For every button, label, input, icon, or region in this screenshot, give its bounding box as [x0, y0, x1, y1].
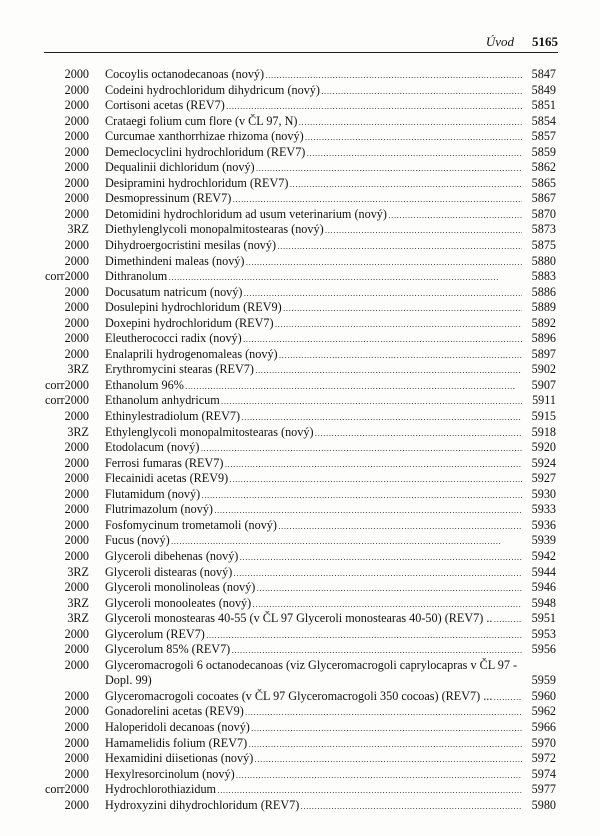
list-item: [0, 145, 600, 161]
entry-title: Ethanolum 96% . . .: [105, 378, 522, 395]
entry-code: 3RZ: [67, 222, 89, 237]
entry-code: 2000: [64, 191, 89, 206]
list-item: [0, 720, 600, 736]
list-item: [0, 518, 600, 534]
list-item: [0, 114, 600, 130]
entry-code: 2000: [64, 144, 89, 159]
entry-code: 2000: [64, 284, 89, 299]
entry-title: Demeclocyclini hydrochloridum (REV7) . . .: [105, 145, 522, 162]
entry-title: Hydrochlorothiazidum . . .: [105, 782, 522, 799]
list-item: [0, 627, 600, 643]
entry-page-number: 5907: [531, 377, 556, 392]
entry-code: 2000: [64, 486, 89, 501]
list-item: [0, 269, 600, 285]
entry-title: Curcumae xanthorrhizae rhizoma (nový) . . .: [105, 129, 522, 146]
entry-title: Hexylresorcinolum (nový) . . .: [105, 767, 522, 784]
entry-page-number: 5859: [531, 144, 556, 159]
entry-code: 2000: [64, 98, 89, 113]
entry-title: Diethylenglycoli monopalmitostearas (nový) . . .: [105, 222, 522, 239]
entry-page-number: 5974: [531, 766, 556, 781]
entry-page-number: 5918: [531, 424, 556, 439]
entry-title: Dosulepini hydrochloridum (REV9) . . .: [105, 300, 522, 317]
entry-code: 2000: [64, 580, 89, 595]
list-item: [0, 393, 600, 409]
list-item: [0, 565, 600, 581]
list-item: [0, 533, 600, 549]
list-item: [0, 347, 600, 363]
entry-code: 2000: [64, 129, 89, 144]
list-item: [0, 222, 600, 238]
entry-code: 2000: [64, 82, 89, 97]
entry-page-number: 5944: [531, 564, 556, 579]
entry-title: Enalaprili hydrogenomaleas (nový) . . .: [105, 347, 522, 364]
entry-page-number: 5902: [531, 362, 556, 377]
entry-page-number: 5933: [531, 502, 556, 517]
contents-list: [0, 67, 600, 813]
entry-code: corr2000: [45, 782, 89, 797]
entry-code: 2000: [64, 533, 89, 548]
entry-code: 2000: [64, 735, 89, 750]
entry-page-number: 5870: [531, 206, 556, 221]
entry-page-number: 5946: [531, 580, 556, 595]
entry-title: Glyceroli monooleates (nový) . . .: [105, 596, 522, 613]
entry-page-number: 5966: [531, 719, 556, 734]
entry-title: Dihydroergocristini mesilas (nový) . . .: [105, 238, 522, 255]
entry-title: Glyceromacrogoli cocoates (v ČL 97 Glyceromacrogoli 350 cocoas) (REV7) ... . . .: [105, 689, 522, 706]
entry-code: 2000: [64, 766, 89, 781]
list-item: [0, 689, 600, 705]
entry-code: 2000: [64, 331, 89, 346]
entry-page-number: 5911: [532, 393, 556, 408]
entry-page-number: 5897: [531, 346, 556, 361]
entry-page-number: 5939: [531, 533, 556, 548]
list-item: [0, 751, 600, 767]
list-item: [0, 409, 600, 425]
list-item: [0, 767, 600, 783]
entry-title: Dequalinii dichloridum (nový) . . .: [105, 160, 522, 177]
page-header: [44, 34, 558, 53]
entry-code: corr2000: [45, 269, 89, 284]
entry-code: 2000: [64, 175, 89, 190]
entry-code: 2000: [64, 657, 89, 672]
entry-title: Haloperidoli decanoas (nový) . . .: [105, 720, 522, 737]
list-item: [0, 425, 600, 441]
entry-title: Glyceromacrogoli 6 octanodecanoas (viz Glyceromacrogoli caprylocapras v ČL 97 - Dopl. 99): [105, 657, 518, 688]
entry-page-number: 5883: [531, 269, 556, 284]
list-item: [0, 440, 600, 456]
entry-title: Fucus (nový) . . .: [105, 533, 522, 550]
entry-page-number: 5962: [531, 704, 556, 719]
entry-code: 2000: [64, 517, 89, 532]
entry-code: 2000: [64, 688, 89, 703]
list-item: [0, 160, 600, 176]
entry-title: Glyceroli distearas (nový) . . .: [105, 565, 522, 582]
list-item: [0, 378, 600, 394]
entry-title: Glyceroli monostearas 40-55 (v ČL 97 Glyceroli monostearas 40-50) (REV7) .. . . .: [105, 611, 522, 628]
entry-page-number: 5930: [531, 486, 556, 501]
list-item: [0, 129, 600, 145]
entry-page-number: 5956: [531, 642, 556, 657]
entry-code: 2000: [64, 315, 89, 330]
entry-title: Gonadorelini acetas (REV9) . . .: [105, 704, 522, 721]
list-item: [0, 176, 600, 192]
entry-code: 3RZ: [67, 595, 89, 610]
entry-title: Ethanolum anhydricum . . .: [105, 393, 522, 410]
list-item: [0, 285, 600, 301]
entry-title: Ethinylestradiolum (REV7) . . .: [105, 409, 522, 426]
list-item: [0, 736, 600, 752]
list-item: [0, 580, 600, 596]
entry-title: Hexamidini diisetionas (nový) . . .: [105, 751, 522, 768]
entry-page-number: 5892: [531, 315, 556, 330]
entry-title: Etodolacum (nový) . . .: [105, 440, 522, 457]
list-item: [0, 67, 600, 83]
entry-code: 2000: [64, 704, 89, 719]
entry-code: 2000: [64, 300, 89, 315]
entry-code: 2000: [64, 471, 89, 486]
entry-title: Dithranolum . . .: [105, 269, 522, 286]
entry-page-number: 5867: [531, 191, 556, 206]
entry-code: 2000: [64, 440, 89, 455]
entry-title: Ferrosi fumaras (REV7) . . .: [105, 456, 522, 473]
entry-page-number: 5924: [531, 455, 556, 470]
entry-title: Erythromycini stearas (REV7) . . .: [105, 362, 522, 379]
entry-page-number: 5977: [531, 782, 556, 797]
list-item: [0, 611, 600, 627]
entry-code: 2000: [64, 751, 89, 766]
entry-code: 2000: [64, 626, 89, 641]
entry-page-number: 5865: [531, 175, 556, 190]
list-item: [0, 331, 600, 347]
list-item: [0, 362, 600, 378]
list-item: [0, 98, 600, 114]
entry-page-number: 5889: [531, 300, 556, 315]
entry-title: Crataegi folium cum flore (v ČL 97, N) . . .: [105, 114, 522, 131]
entry-page-number: 5980: [531, 797, 556, 812]
list-item: [0, 191, 600, 207]
entry-title: Ethylenglycoli monopalmitostearas (nový) . . .: [105, 425, 522, 442]
list-item: [0, 456, 600, 472]
entry-title: Flutrimazolum (nový) . . .: [105, 502, 522, 519]
entry-code: 2000: [64, 67, 89, 81]
entry-code: 2000: [64, 502, 89, 517]
entry-code: 2000: [64, 113, 89, 128]
entry-title: Hamamelidis folium (REV7) . . .: [105, 736, 522, 753]
entry-page-number: 5972: [531, 751, 556, 766]
entry-title: Cocoylis octanodecanoas (nový) . . .: [105, 67, 522, 84]
entry-title: Codeini hydrochloridum dihydricum (nový) . . .: [105, 83, 522, 100]
entry-page-number: 5936: [531, 517, 556, 532]
list-item: [0, 502, 600, 518]
entry-page-number: 5970: [531, 735, 556, 750]
entry-title: Hydroxyzini dihydrochloridum (REV7) . . .: [105, 798, 522, 815]
list-item: [0, 238, 600, 254]
entry-page-number: 5875: [531, 238, 556, 253]
entry-code: 2000: [64, 160, 89, 175]
entry-title: Eleutherococci radix (nový) . . .: [105, 331, 522, 348]
entry-page-number: 5915: [531, 409, 556, 424]
list-item: [0, 658, 600, 689]
entry-page-number: 5960: [531, 688, 556, 703]
entry-title: Fosfomycinum trometamoli (nový) . . .: [105, 518, 522, 535]
entry-page-number: 5873: [531, 222, 556, 237]
entry-page-number: 5896: [531, 331, 556, 346]
entry-page-number: 5927: [531, 471, 556, 486]
list-item: [0, 642, 600, 658]
list-item: [0, 782, 600, 798]
entry-page-number: 5959: [531, 673, 556, 688]
entry-page-number: 5847: [531, 67, 556, 81]
entry-title: Glycerolum 85% (REV7) . . .: [105, 642, 522, 659]
entry-code: corr2000: [45, 377, 89, 392]
entry-title: Detomidini hydrochloridum ad usum veterinarium (nový) . . .: [105, 207, 522, 224]
list-item: [0, 316, 600, 332]
list-item: [0, 596, 600, 612]
entry-page-number: 5857: [531, 129, 556, 144]
list-item: [0, 549, 600, 565]
entry-page-number: 5886: [531, 284, 556, 299]
entry-title: Desipramini hydrochloridum (REV7) . . .: [105, 176, 522, 193]
entry-code: 3RZ: [67, 424, 89, 439]
list-item: [0, 704, 600, 720]
list-item: [0, 207, 600, 223]
entry-page-number: 5942: [531, 548, 556, 563]
entry-title: Flutamidum (nový) . . .: [105, 487, 522, 504]
entry-page-number: 5880: [531, 253, 556, 268]
entry-code: 3RZ: [67, 362, 89, 377]
list-item: [0, 300, 600, 316]
entry-title: Glyceroli monolinoleas (nový) . . .: [105, 580, 522, 597]
entry-code: corr2000: [45, 393, 89, 408]
entry-title: Flecainidi acetas (REV9) . . .: [105, 471, 522, 488]
list-item: [0, 83, 600, 99]
entry-title: Glycerolum (REV7) . . .: [105, 627, 522, 644]
entry-page-number: 5948: [531, 595, 556, 610]
entry-title: Dimethindeni maleas (nový) . . .: [105, 254, 522, 271]
entry-title: Docusatum natricum (nový) . . .: [105, 285, 522, 302]
section-title: Úvod: [485, 34, 514, 49]
entry-code: 2000: [64, 642, 89, 657]
entry-page-number: 5920: [531, 440, 556, 455]
list-item: [0, 254, 600, 270]
entry-code: 2000: [64, 797, 89, 812]
entry-code: 2000: [64, 238, 89, 253]
list-item: [0, 487, 600, 503]
entry-code: 3RZ: [67, 564, 89, 579]
entry-code: 2000: [64, 455, 89, 470]
entry-title: Cortisoni acetas (REV7) . . .: [105, 98, 522, 115]
entry-code: 2000: [64, 253, 89, 268]
entry-page-number: 5953: [531, 626, 556, 641]
entry-code: 2000: [64, 346, 89, 361]
entry-page-number: 5951: [531, 611, 556, 626]
list-item: [0, 798, 600, 814]
entry-title: Doxepini hydrochloridum (REV7) . . .: [105, 316, 522, 333]
entry-code: 3RZ: [67, 611, 89, 626]
entry-code: 2000: [64, 719, 89, 734]
entry-page-number: 5854: [531, 113, 556, 128]
entry-page-number: 5849: [531, 82, 556, 97]
entry-title: Glyceroli dibehenas (nový) . . .: [105, 549, 522, 566]
entry-code: 2000: [64, 548, 89, 563]
entry-page-number: 5851: [531, 98, 556, 113]
entry-page-number: 5862: [531, 160, 556, 175]
page-number: 5165: [532, 34, 558, 49]
entry-code: 2000: [64, 206, 89, 221]
entry-code: 2000: [64, 409, 89, 424]
entry-title: Desmopressinum (REV7) . . .: [105, 191, 522, 208]
list-item: [0, 471, 600, 487]
